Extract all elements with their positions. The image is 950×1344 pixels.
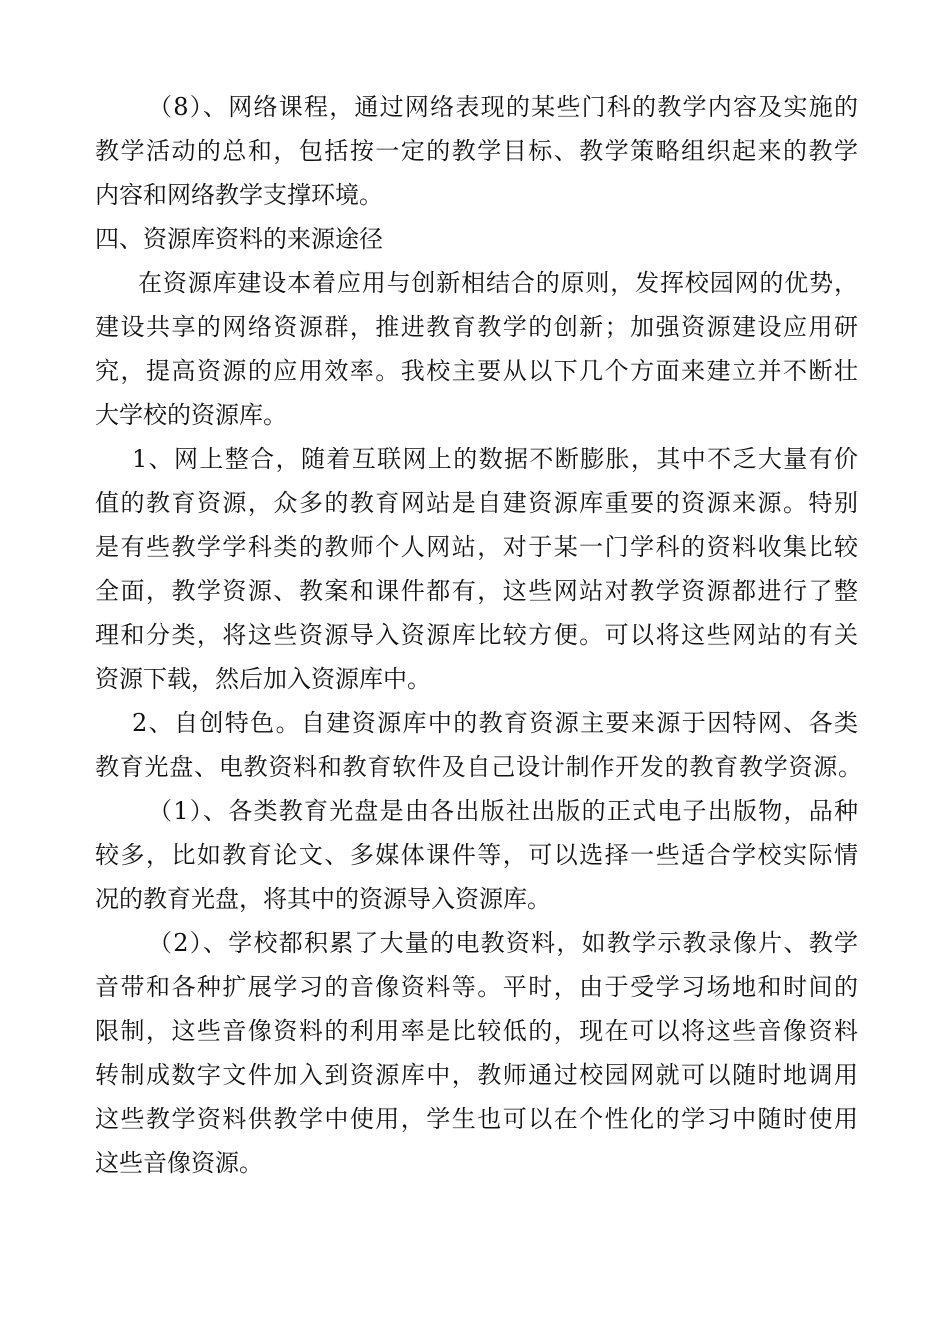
text-line: 建设共享的网络资源群，推进教育教学的创新；加强资源建设应用研 <box>95 313 860 341</box>
text-line: 值的教育资源，众多的教育网站是自建资源库重要的资源来源。特别 <box>95 489 860 517</box>
text-line: 教学活动的总和，包括按一定的教学目标、教学策略组织起来的教学 <box>95 137 860 165</box>
text-line: 理和分类，将这些资源导入资源库比较方便。可以将这些网站的有关 <box>95 621 860 649</box>
text-line: 内容和网络教学支撑环境。 <box>95 181 383 209</box>
text-line: （1）、各类教育光盘是由各出版社出版的正式电子出版物，品种 <box>148 797 860 825</box>
text-line: 况的教育光盘，将其中的资源导入资源库。 <box>95 885 551 913</box>
text-line: 这些教学资料供教学中使用，学生也可以在个性化的学习中随时使用 <box>95 1105 860 1133</box>
text-line: 大学校的资源库。 <box>95 401 287 429</box>
text-line: 四、资源库资料的来源途径 <box>95 225 383 253</box>
text-line: 较多，比如教育论文、多媒体课件等，可以选择一些适合学校实际情 <box>95 841 860 869</box>
text-line: 资源下载，然后加入资源库中。 <box>95 665 431 693</box>
text-line: 是有些教学学科类的教师个人网站，对于某一门学科的资料收集比较 <box>95 533 860 561</box>
text-line: 全面，教学资源、教案和课件都有，这些网站对教学资源都进行了整 <box>95 577 860 605</box>
text-line: 教育光盘、电教资料和教育软件及自己设计制作开发的教育教学资源。 <box>95 753 863 781</box>
text-line: 2、自创特色。自建资源库中的教育资源主要来源于因特网、各类 <box>132 709 860 737</box>
text-line: 究，提高资源的应用效率。我校主要从以下几个方面来建立并不断壮 <box>95 357 860 385</box>
text-line: 转制成数字文件加入到资源库中，教师通过校园网就可以随时地调用 <box>95 1061 860 1089</box>
text-line: 在资源库建设本着应用与创新相结合的原则，发挥校园网的优势， <box>138 269 859 297</box>
text-line: （8）、网络课程，通过网络表现的某些门科的教学内容及实施的 <box>148 93 860 121</box>
text-line: 限制，这些音像资料的利用率是比较低的，现在可以将这些音像资料 <box>95 1017 860 1045</box>
text-line: 这些音像资源。 <box>95 1149 263 1177</box>
text-line: （2）、学校都积累了大量的电教资料，如教学示教录像片、教学 <box>148 929 860 957</box>
text-line: 音带和各种扩展学习的音像资料等。平时，由于受学习场地和时间的 <box>95 973 860 1001</box>
text-line: 1、网上整合，随着互联网上的数据不断膨胀，其中不乏大量有价 <box>132 445 860 473</box>
